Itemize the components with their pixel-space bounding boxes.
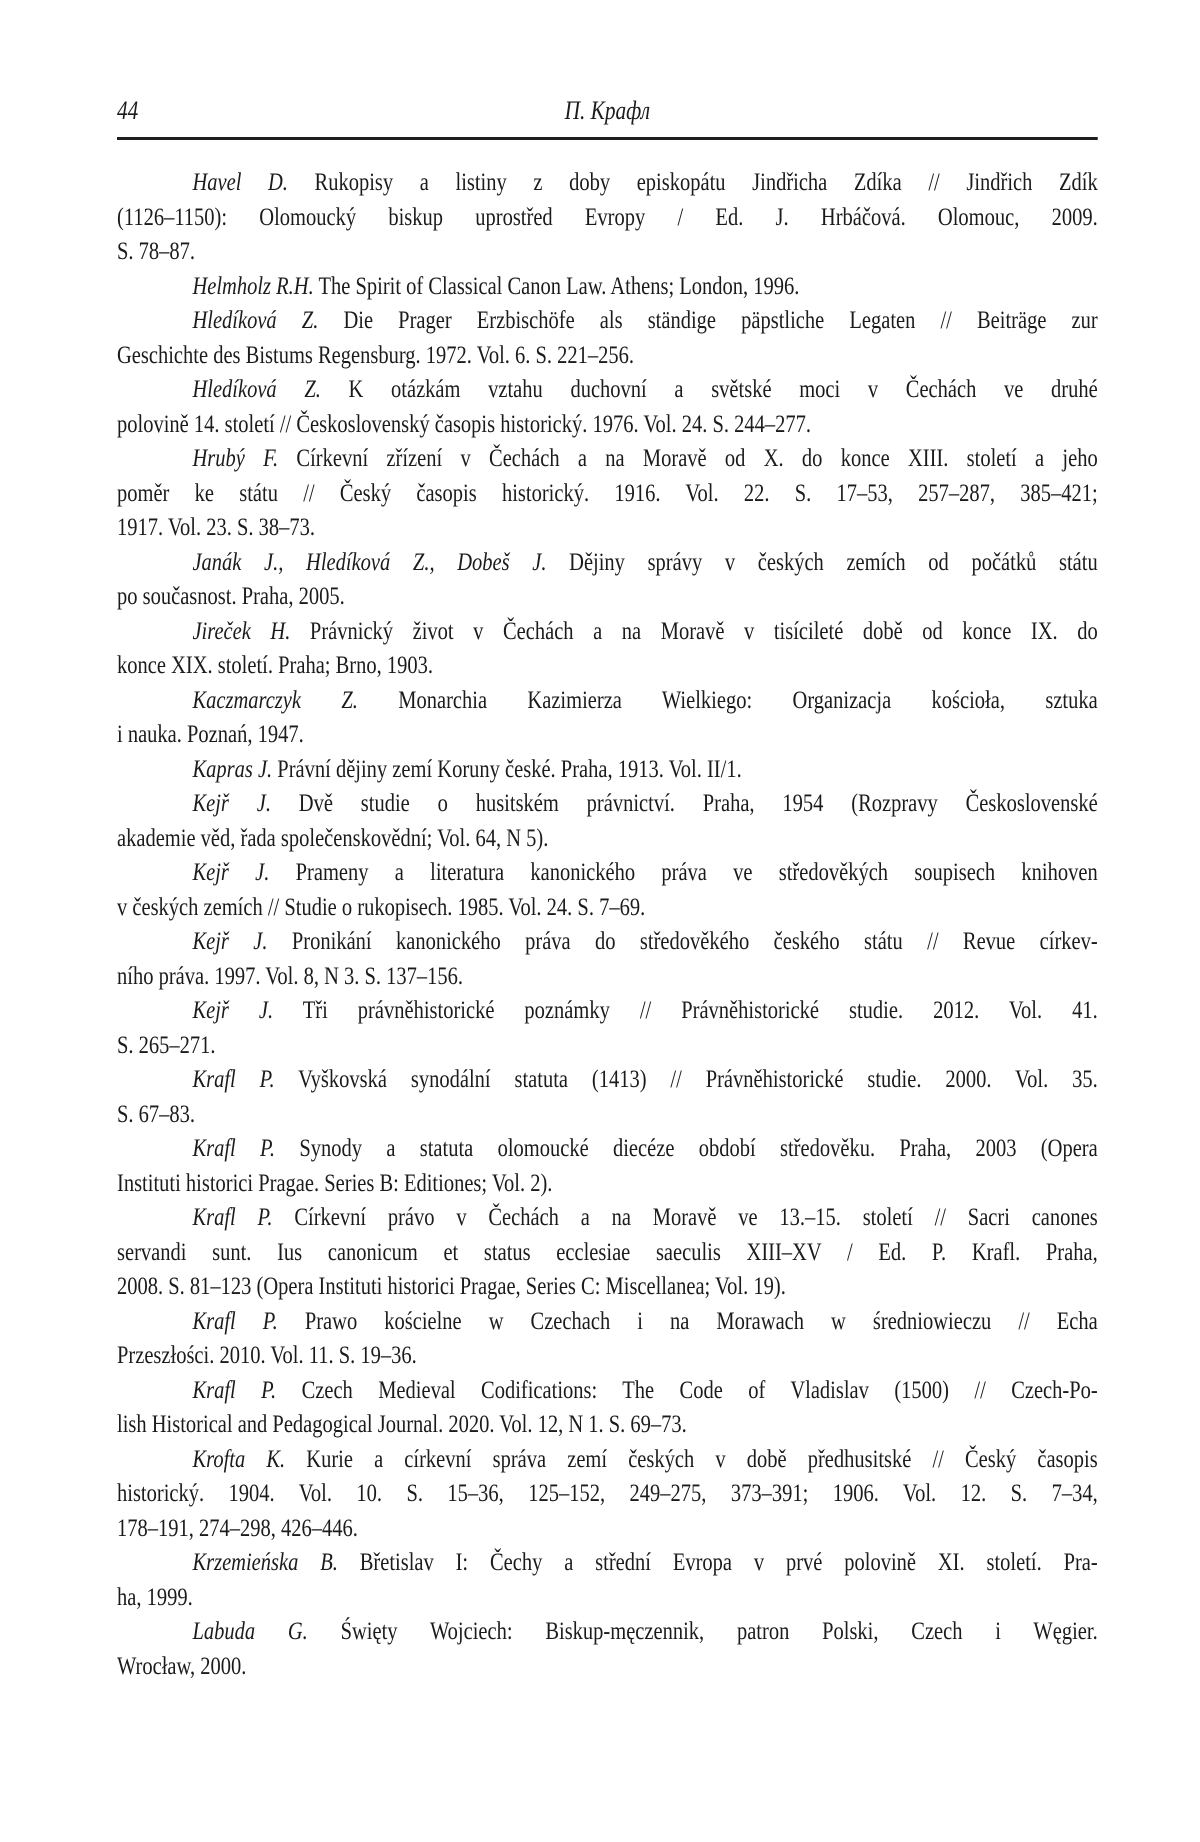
reference-line: Labuda G. Święty Wojciech: Biskup-męczennik, patron Polski, Czech i Węgier. bbox=[192, 1618, 1098, 1645]
reference-entry bbox=[117, 1305, 1098, 1374]
reference-line: Hrubý F. Církevní zřízení v Čechách a na Moravě od X. do konce XIII. století a jeho bbox=[192, 445, 1098, 472]
reference-authors: Krafl P. bbox=[192, 1066, 275, 1093]
reference-entry bbox=[117, 753, 1098, 788]
reference-line: Kapras J. Právní dějiny zemí Koruny české. Praha, 1913. Vol. II/1. bbox=[192, 755, 742, 783]
reference-line: poměr ke státu // Český časopis historický. 1916. Vol. 22. S. 17–53, 257–287, 385–421; bbox=[117, 479, 1098, 507]
reference-line: i nauka. Poznań, 1947. bbox=[117, 721, 304, 748]
reference-entry bbox=[117, 270, 1098, 305]
reference-authors: Krafl P. bbox=[192, 1376, 277, 1404]
reference-line: akademie věd, řada společenskovědní; Vol. 64, N 5). bbox=[117, 824, 549, 852]
reference-line: Krafl P. Prawo kościelne w Czechach i na Morawach w średniowieczu // Echa bbox=[192, 1307, 1098, 1335]
reference-line: ha, 1999. bbox=[117, 1583, 193, 1611]
reference-authors: Janák J., Hledíková Z., Dobeš J. bbox=[192, 548, 547, 576]
references-list bbox=[117, 166, 1098, 1684]
reference-entry bbox=[117, 1546, 1098, 1615]
reference-line: Hledíková Z. K otázkám vztahu duchovní a světské moci v Čechách ve druhé bbox=[192, 376, 1098, 403]
reference-line: Kejř J. Dvě studie o husitském právnictví. Praha, 1954 (Rozpravy Československé bbox=[192, 790, 1098, 817]
reference-line: historický. 1904. Vol. 10. S. 15–36, 125–152, 249–275, 373–391; 1906. Vol. 12. S. 7–34, bbox=[117, 1480, 1098, 1507]
reference-authors: Krofta K. bbox=[192, 1445, 286, 1473]
reference-authors: Krafl P. bbox=[192, 1307, 278, 1335]
reference-entry bbox=[117, 1132, 1098, 1201]
reference-line: Kejř J. Prameny a literatura kanonického práva ve středověkých soupisech knihoven bbox=[192, 859, 1098, 886]
reference-entry bbox=[117, 1201, 1098, 1305]
reference-entry bbox=[117, 994, 1098, 1063]
reference-authors: Krafl P. bbox=[192, 1204, 273, 1231]
reference-authors: Hledíková Z. bbox=[192, 307, 319, 334]
reference-line: Przeszłości. 2010. Vol. 11. S. 19–36. bbox=[117, 1342, 417, 1369]
reference-line: Kejř J. Tři právněhistorické poznámky // Právněhistorické studie. 2012. Vol. 41. bbox=[192, 997, 1098, 1024]
reference-line: Kejř J. Pronikání kanonického práva do středověkého českého státu // Revue církev- bbox=[192, 928, 1098, 955]
reference-authors: Kejř J. bbox=[192, 928, 268, 955]
reference-authors: Jireček H. bbox=[192, 617, 291, 645]
reference-line: Helmholz R.H. The Spirit of Classical Canon Law. Athens; London, 1996. bbox=[192, 272, 800, 300]
reference-line: v českých zemích // Studie o rukopisech. 1985. Vol. 24. S. 7–69. bbox=[117, 893, 646, 921]
reference-entry bbox=[117, 787, 1098, 856]
reference-entry bbox=[117, 1374, 1098, 1443]
reference-line: Havel D. Rukopisy a listiny z doby episkopátu Jindřicha Zdíka // Jindřich Zdík bbox=[192, 169, 1098, 196]
reference-line: Krzemieńska B. Břetislav I: Čechy a střední Evropa v prvé polovině XI. století. Pra- bbox=[192, 1549, 1098, 1576]
reference-authors: Hledíková Z. bbox=[192, 376, 321, 403]
reference-authors: Krzemieńska B. bbox=[192, 1549, 338, 1576]
reference-line: Krafl P. Vyškovská synodální statuta (1413) // Právněhistorické studie. 2000. Vol. 35. bbox=[192, 1066, 1098, 1093]
reference-entry bbox=[117, 546, 1098, 615]
reference-entry bbox=[117, 1615, 1098, 1684]
reference-line: po současnost. Praha, 2005. bbox=[117, 583, 345, 610]
reference-entry bbox=[117, 684, 1098, 753]
page-number: 44 bbox=[117, 96, 139, 125]
reference-authors: Kaczmarczyk Z. bbox=[192, 686, 358, 714]
reference-line: Kaczmarczyk Z. Monarchia Kazimierza Wielkiego: Organizacja kościoła, sztuka bbox=[192, 686, 1098, 714]
reference-line: Krafl P. Církevní právo v Čechách a na Moravě ve 13.–15. století // Sacri canones bbox=[192, 1204, 1098, 1231]
reference-line: S. 78–87. bbox=[117, 238, 196, 265]
reference-line: S. 265–271. bbox=[117, 1031, 216, 1059]
reference-line: Krafl P. Synody a statuta olomoucké diecéze období středověku. Praha, 2003 (Opera bbox=[192, 1135, 1098, 1162]
reference-authors: Kapras J. bbox=[192, 755, 273, 783]
reference-line: Wrocław, 2000. bbox=[117, 1652, 247, 1680]
reference-line: servandi sunt. Ius canonicum et status ecclesiae saeculis XIII–XV / Ed. P. Krafl. Praha, bbox=[117, 1238, 1098, 1266]
reference-authors: Hrubý F. bbox=[192, 445, 279, 472]
reference-line: Janák J., Hledíková Z., Dobeš J. Dějiny správy v českých zemích od počátků státu bbox=[192, 548, 1098, 576]
reference-line: Jireček H. Právnický život v Čechách a na Moravě v tisícileté době od konce IX. do bbox=[192, 617, 1098, 645]
reference-line: 1917. Vol. 23. S. 38–73. bbox=[117, 514, 316, 541]
reference-line: Geschichte des Bistums Regensburg. 1972. Vol. 6. S. 221–256. bbox=[117, 341, 635, 369]
reference-authors: Kejř J. bbox=[192, 859, 270, 886]
reference-line: lish Historical and Pedagogical Journal. 2020. Vol. 12, N 1. S. 69–73. bbox=[117, 1411, 687, 1438]
header-divider bbox=[117, 137, 1098, 140]
reference-authors: Helmholz R.H. bbox=[192, 272, 314, 300]
reference-line: 178–191, 274–298, 426–446. bbox=[117, 1514, 358, 1542]
reference-entry bbox=[117, 373, 1098, 442]
reference-entry bbox=[117, 615, 1098, 684]
reference-entry bbox=[117, 166, 1098, 270]
reference-line: konce XIX. století. Praha; Brno, 1903. bbox=[117, 652, 433, 679]
reference-entry bbox=[117, 304, 1098, 373]
reference-authors: Kejř J. bbox=[192, 790, 271, 817]
reference-entry bbox=[117, 1063, 1098, 1132]
reference-line: S. 67–83. bbox=[117, 1100, 196, 1128]
reference-authors: Havel D. bbox=[192, 169, 288, 196]
reference-entry bbox=[117, 442, 1098, 546]
reference-authors: Labuda G. bbox=[192, 1618, 308, 1645]
reference-line: Krofta K. Kurie a církevní správa zemí českých v době předhusitské // Český časopis bbox=[192, 1445, 1098, 1473]
reference-entry bbox=[117, 925, 1098, 994]
reference-line: (1126–1150): Olomoucký biskup uprostřed Evropy / Ed. J. Hrbáčová. Olomouc, 2009. bbox=[117, 203, 1098, 231]
reference-line: polovině 14. století // Československý časopis historický. 1976. Vol. 24. S. 244–277. bbox=[117, 410, 811, 438]
page-header bbox=[117, 96, 1098, 126]
reference-line: Instituti historici Pragae. Series B: Editiones; Vol. 2). bbox=[117, 1169, 553, 1197]
reference-line: 2008. S. 81–123 (Opera Instituti historici Pragae, Series C: Miscellanea; Vol. 19). bbox=[117, 1273, 786, 1300]
reference-entry bbox=[117, 856, 1098, 925]
reference-authors: Kejř J. bbox=[192, 997, 274, 1024]
reference-authors: Krafl P. bbox=[192, 1135, 276, 1162]
reference-entry bbox=[117, 1443, 1098, 1547]
page-content bbox=[117, 96, 1098, 1684]
reference-line: ního práva. 1997. Vol. 8, N 3. S. 137–156. bbox=[117, 962, 464, 990]
reference-line: Krafl P. Czech Medieval Codifications: The Code of Vladislav (1500) // Czech-Po- bbox=[192, 1376, 1098, 1404]
reference-line: Hledíková Z. Die Prager Erzbischöfe als ständige päpstliche Legaten // Beiträge zur bbox=[192, 307, 1098, 334]
running-title: П. Крафл bbox=[564, 96, 651, 125]
